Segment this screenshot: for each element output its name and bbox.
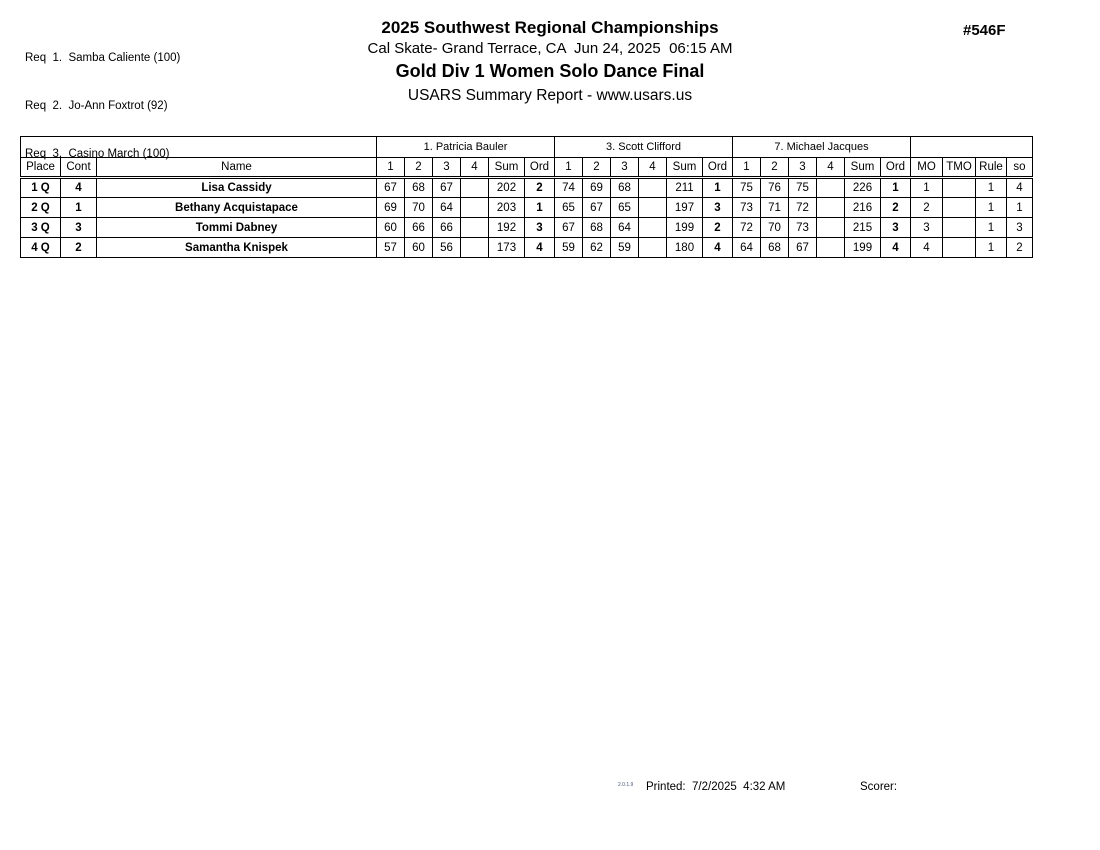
results-table bbox=[20, 136, 1033, 258]
name-cell: Tommi Dabney bbox=[97, 218, 377, 238]
score-cell: 72 bbox=[733, 218, 761, 238]
ord-cell: 2 bbox=[703, 218, 733, 238]
table-row bbox=[21, 218, 1033, 238]
score-cell: 64 bbox=[733, 238, 761, 258]
place-cell: 1 Q bbox=[21, 178, 61, 198]
ord-cell: 1 bbox=[525, 198, 555, 218]
col-header-score: 1 bbox=[733, 158, 761, 178]
score-cell: 68 bbox=[405, 178, 433, 198]
col-header-tmo: TMO bbox=[943, 158, 976, 178]
col-header-name: Name bbox=[97, 158, 377, 178]
name-cell: Lisa Cassidy bbox=[97, 178, 377, 198]
ord-cell: 3 bbox=[525, 218, 555, 238]
cont-cell: 3 bbox=[61, 218, 97, 238]
place-cell: 4 Q bbox=[21, 238, 61, 258]
competition-title: 2025 Southwest Regional Championships bbox=[381, 18, 719, 37]
col-header-place: Place bbox=[21, 158, 61, 178]
requirement-line: Req 1. Samba Caliente (100) bbox=[25, 52, 181, 64]
sum-cell: 197 bbox=[667, 198, 703, 218]
col-header-score: 2 bbox=[583, 158, 611, 178]
tmo-cell bbox=[943, 218, 976, 238]
place-cell: 2 Q bbox=[21, 198, 61, 218]
sum-cell: 199 bbox=[667, 218, 703, 238]
score-cell: 60 bbox=[377, 218, 405, 238]
score-cell bbox=[817, 198, 845, 218]
table-row bbox=[21, 198, 1033, 218]
score-cell: 59 bbox=[555, 238, 583, 258]
col-header-score: 4 bbox=[461, 158, 489, 178]
score-cell bbox=[639, 218, 667, 238]
col-header-score: 2 bbox=[405, 158, 433, 178]
event-title: Gold Div 1 Women Solo Dance Final bbox=[395, 61, 705, 81]
place-cell: 3 Q bbox=[21, 218, 61, 238]
sum-cell: 199 bbox=[845, 238, 881, 258]
col-header-rule: Rule bbox=[976, 158, 1007, 178]
ord-cell: 2 bbox=[881, 198, 911, 218]
tmo-cell bbox=[943, 178, 976, 198]
score-cell bbox=[639, 238, 667, 258]
spacer-cell bbox=[21, 137, 377, 158]
score-cell: 73 bbox=[789, 218, 817, 238]
score-cell: 70 bbox=[405, 198, 433, 218]
col-header-ord: Ord bbox=[525, 158, 555, 178]
so-cell: 3 bbox=[1007, 218, 1033, 238]
score-cell bbox=[817, 238, 845, 258]
sum-cell: 203 bbox=[489, 198, 525, 218]
col-header-ord: Ord bbox=[703, 158, 733, 178]
ord-cell: 1 bbox=[881, 178, 911, 198]
score-cell bbox=[461, 238, 489, 258]
score-cell: 65 bbox=[555, 198, 583, 218]
column-header-row bbox=[21, 158, 1033, 178]
rule-cell: 1 bbox=[976, 238, 1007, 258]
sum-cell: 173 bbox=[489, 238, 525, 258]
title-block bbox=[0, 17, 1100, 107]
col-header-sum: Sum bbox=[667, 158, 703, 178]
requirement-line: Req 2. Jo-Ann Foxtrot (92) bbox=[25, 100, 168, 112]
score-cell bbox=[461, 178, 489, 198]
sum-cell: 226 bbox=[845, 178, 881, 198]
so-cell: 2 bbox=[1007, 238, 1033, 258]
score-cell bbox=[461, 218, 489, 238]
rule-cell: 1 bbox=[976, 218, 1007, 238]
scorer-label: Scorer: bbox=[860, 781, 898, 793]
score-cell: 57 bbox=[377, 238, 405, 258]
score-cell: 67 bbox=[377, 178, 405, 198]
col-header-score: 3 bbox=[789, 158, 817, 178]
rule-cell: 1 bbox=[976, 178, 1007, 198]
spacer-cell bbox=[911, 137, 1033, 158]
sum-cell: 216 bbox=[845, 198, 881, 218]
so-cell: 1 bbox=[1007, 198, 1033, 218]
score-cell: 76 bbox=[761, 178, 789, 198]
event-number: #546F bbox=[963, 22, 1006, 39]
score-cell: 67 bbox=[789, 238, 817, 258]
col-header-sum: Sum bbox=[845, 158, 881, 178]
col-header-score: 1 bbox=[555, 158, 583, 178]
table-row bbox=[21, 178, 1033, 198]
venue-date-line: Cal Skate- Grand Terrace, CA Jun 24, 2025 06:15 AM bbox=[367, 40, 733, 57]
sum-cell: 202 bbox=[489, 178, 525, 198]
tmo-cell bbox=[943, 238, 976, 258]
ord-cell: 4 bbox=[881, 238, 911, 258]
score-cell bbox=[639, 178, 667, 198]
col-header-score: 3 bbox=[611, 158, 639, 178]
score-cell: 75 bbox=[789, 178, 817, 198]
score-cell: 67 bbox=[555, 218, 583, 238]
score-cell: 68 bbox=[611, 178, 639, 198]
score-cell bbox=[817, 178, 845, 198]
score-cell: 60 bbox=[405, 238, 433, 258]
score-cell: 74 bbox=[555, 178, 583, 198]
mo-cell: 4 bbox=[911, 238, 943, 258]
ord-cell: 3 bbox=[881, 218, 911, 238]
col-header-score: 4 bbox=[639, 158, 667, 178]
cont-cell: 4 bbox=[61, 178, 97, 198]
ord-cell: 3 bbox=[703, 198, 733, 218]
judge-header: 3. Scott Clifford bbox=[555, 137, 733, 158]
score-cell: 66 bbox=[433, 218, 461, 238]
sum-cell: 211 bbox=[667, 178, 703, 198]
score-cell: 73 bbox=[733, 198, 761, 218]
col-header-mo: MO bbox=[911, 158, 943, 178]
col-header-score: 4 bbox=[817, 158, 845, 178]
score-cell: 65 bbox=[611, 198, 639, 218]
mo-cell: 1 bbox=[911, 178, 943, 198]
report-type-line: USARS Summary Report - www.usars.us bbox=[407, 87, 693, 104]
col-header-so: so bbox=[1007, 158, 1033, 178]
mo-cell: 2 bbox=[911, 198, 943, 218]
printed-timestamp: Printed: 7/2/2025 4:32 AM bbox=[646, 781, 786, 793]
judge-header: 7. Michael Jacques bbox=[733, 137, 911, 158]
cont-cell: 2 bbox=[61, 238, 97, 258]
name-cell: Samantha Knispek bbox=[97, 238, 377, 258]
name-cell: Bethany Acquistapace bbox=[97, 198, 377, 218]
software-version-text: 2.0.1.9 bbox=[618, 782, 634, 788]
col-header-ord: Ord bbox=[881, 158, 911, 178]
score-cell: 68 bbox=[761, 238, 789, 258]
score-cell: 72 bbox=[789, 198, 817, 218]
score-cell bbox=[639, 198, 667, 218]
sum-cell: 192 bbox=[489, 218, 525, 238]
col-header-cont: Cont bbox=[61, 158, 97, 178]
ord-cell: 2 bbox=[525, 178, 555, 198]
score-cell: 69 bbox=[583, 178, 611, 198]
score-cell: 59 bbox=[611, 238, 639, 258]
score-cell: 66 bbox=[405, 218, 433, 238]
score-cell: 56 bbox=[433, 238, 461, 258]
sum-cell: 180 bbox=[667, 238, 703, 258]
requirement-line: Req 3. Casino March (100) bbox=[25, 148, 170, 160]
score-cell: 71 bbox=[761, 198, 789, 218]
score-cell: 69 bbox=[377, 198, 405, 218]
score-cell: 75 bbox=[733, 178, 761, 198]
score-cell: 64 bbox=[611, 218, 639, 238]
score-cell: 70 bbox=[761, 218, 789, 238]
score-cell: 67 bbox=[583, 198, 611, 218]
rule-cell: 1 bbox=[976, 198, 1007, 218]
score-cell: 67 bbox=[433, 178, 461, 198]
col-header-score: 3 bbox=[433, 158, 461, 178]
score-cell bbox=[461, 198, 489, 218]
col-header-sum: Sum bbox=[489, 158, 525, 178]
score-cell: 62 bbox=[583, 238, 611, 258]
so-cell: 4 bbox=[1007, 178, 1033, 198]
judge-header-row bbox=[21, 137, 1033, 158]
score-cell: 64 bbox=[433, 198, 461, 218]
tmo-cell bbox=[943, 198, 976, 218]
cont-cell: 1 bbox=[61, 198, 97, 218]
judge-header: 1. Patricia Bauler bbox=[377, 137, 555, 158]
score-cell bbox=[817, 218, 845, 238]
score-cell: 68 bbox=[583, 218, 611, 238]
col-header-score: 1 bbox=[377, 158, 405, 178]
sum-cell: 215 bbox=[845, 218, 881, 238]
col-header-score: 2 bbox=[761, 158, 789, 178]
table-row bbox=[21, 238, 1033, 258]
ord-cell: 4 bbox=[525, 238, 555, 258]
ord-cell: 1 bbox=[703, 178, 733, 198]
mo-cell: 3 bbox=[911, 218, 943, 238]
ord-cell: 4 bbox=[703, 238, 733, 258]
